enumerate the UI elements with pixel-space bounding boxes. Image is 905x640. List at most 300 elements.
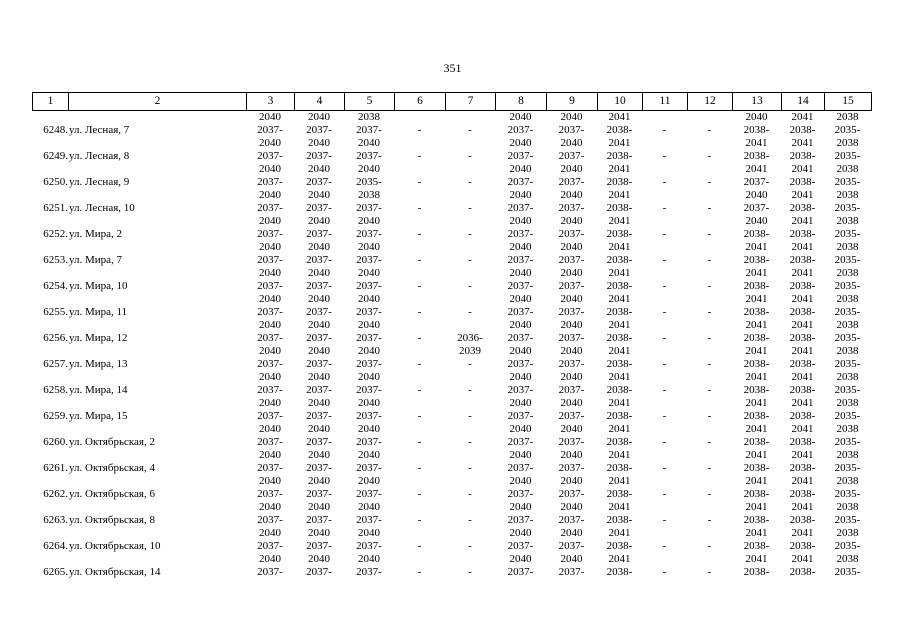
cell-col-10: 2038- [606,228,633,240]
cell-col-14: 2041 [791,293,814,305]
cell-col-8: 2040 [509,397,532,409]
cell-col-11: - [662,462,667,474]
cell-col-10: 2038- [606,488,633,500]
cell-col-9: 2040 [560,397,583,409]
cell-col-14: 2041 [791,423,814,435]
cell-col-9: 2040 [560,163,583,175]
cell-col-11 [642,111,687,124]
row-number: 6254. [43,280,68,292]
cell-col-6 [394,241,445,254]
address-name: ул. Лесная, 9 [69,176,130,188]
cell-col-11 [642,189,687,202]
cell-col-8: 2040 [509,553,532,565]
cell-col-13: 2040 [745,189,768,201]
cell-col-9: 2037- [558,566,585,578]
cell-col-14: 2038- [789,540,816,552]
address-name: ул. Октябрьская, 6 [69,488,155,500]
cell-col-10: 2041 [608,163,631,175]
cell-col-5: 2037- [356,202,382,214]
cell-col-10: 2041 [608,475,631,487]
cell-col-7 [445,137,495,150]
cell-col-13: 2040 [745,215,768,227]
address-name: ул. Октябрьская, 8 [69,514,155,526]
cell-col-3: 2037- [257,384,283,396]
cell-col-3: 2040 [259,527,281,539]
cell-col-6 [394,137,445,150]
cell-col-8: 2040 [509,475,532,487]
address-name: ул. Мира, 2 [69,228,123,240]
cell-col-5: 2037- [356,358,382,370]
cell-col-9: 2040 [560,293,583,305]
row-number: 6250. [43,176,68,188]
cell-col-14: 2041 [791,137,814,149]
cell-col-5: 2040 [358,527,380,539]
cell-col-12 [687,215,732,228]
cell-col-6: - [417,384,422,396]
cell-col-7: - [468,306,472,318]
cell-col-3: 2037- [257,202,283,214]
cell-col-8: 2037- [507,254,534,266]
cell-col-10: 2041 [608,345,631,357]
cell-col-13: 2038- [743,514,770,526]
cell-col-10: 2041 [608,527,631,539]
cell-col-10: 2041 [608,423,631,435]
cell-col-12 [687,345,732,358]
cell-col-9: 2040 [560,137,583,149]
cell-col-3: 2037- [257,358,283,370]
cell-col-6: - [417,514,422,526]
cell-col-6: - [417,124,422,136]
cell-col-3: 2040 [259,501,281,513]
cell-col-14: 2038- [789,228,816,240]
cell-col-7 [445,449,495,462]
cell-col-7 [445,553,495,566]
cell-col-3: 2037- [257,254,283,266]
cell-col-7: - [468,176,472,188]
cell-col-9: 2040 [560,267,583,279]
cell-col-13: 2038- [743,566,770,578]
cell-col-10: 2038- [606,514,633,526]
cell-col-8: 2040 [509,111,532,123]
cell-col-13: 2041 [745,501,768,513]
cell-col-3: 2040 [259,267,281,279]
column-header-3: 3 [247,93,295,111]
cell-col-15: 2035- [834,488,861,500]
cell-col-7: 2039 [459,345,481,357]
cell-col-13: 2041 [745,267,768,279]
cell-col-4: 2040 [308,137,330,149]
cell-col-3: 2037- [257,150,283,162]
cell-col-6 [394,189,445,202]
cell-col-12: - [707,228,712,240]
table-row [32,514,871,540]
cell-col-14: 2041 [791,449,814,461]
cell-col-13: 2041 [745,345,768,357]
cell-col-5: 2040 [358,137,380,149]
cell-col-5: 2038 [358,111,380,123]
cell-col-6: - [417,150,422,162]
row-number: 6258. [43,384,68,396]
cell-col-9: 2040 [560,189,583,201]
cell-col-11 [642,163,687,176]
cell-col-11: - [662,306,667,318]
cell-col-7 [445,501,495,514]
cell-col-3: 2037- [257,306,283,318]
cell-col-9: 2040 [560,527,583,539]
cell-col-7: - [468,228,472,240]
cell-col-4: 2037- [306,176,332,188]
cell-col-6: - [417,306,422,318]
cell-col-15: 2035- [834,514,861,526]
cell-col-14: 2038- [789,384,816,396]
cell-col-6 [394,527,445,540]
cell-col-15: 2035- [834,124,861,136]
cell-col-3: 2037- [257,436,283,448]
address-name: ул. Мира, 12 [69,332,128,344]
cell-col-8: 2037- [507,306,534,318]
cell-col-3: 2037- [257,410,283,422]
cell-col-11 [642,345,687,358]
cell-col-5: 2040 [358,449,380,461]
cell-col-6: - [417,332,422,344]
cell-col-11: - [662,202,667,214]
column-header-5: 5 [345,93,395,111]
cell-col-10: 2041 [608,553,631,565]
cell-col-4: 2040 [308,319,330,331]
cell-col-11: - [662,540,667,552]
cell-col-15: 2038 [836,267,859,279]
cell-col-8: 2040 [509,189,532,201]
cell-col-15: 2038 [836,501,859,513]
cell-col-14: 2041 [791,553,814,565]
cell-col-12: - [707,436,712,448]
cell-col-8: 2040 [509,267,532,279]
address-name: ул. Мира, 15 [69,410,128,422]
cell-col-15: 2035- [834,332,861,344]
cell-col-14: 2041 [791,371,814,383]
cell-col-5 [344,579,394,592]
cell-col-7: - [468,150,472,162]
cell-col-8: 2037- [507,176,534,188]
row-number: 6265. [43,566,68,578]
cell-col-12 [687,475,732,488]
cell-col-13: 2038- [743,124,770,136]
table-row [32,436,871,462]
cell-col-11: - [662,514,667,526]
cell-col-4: 2040 [308,345,330,357]
cell-col-14 [781,579,824,592]
cell-col-4: 2037- [306,332,332,344]
cell-col-6: - [417,540,422,552]
cell-col-13: 2038- [743,488,770,500]
cell-col-12: - [707,332,712,344]
cell-col-14: 2038- [789,254,816,266]
cell-col-5: 2040 [358,501,380,513]
cell-col-13: 2041 [745,319,768,331]
cell-col-7: - [468,254,472,266]
cell-col-6 [394,397,445,410]
cell-col-13 [732,579,781,592]
cell-col-6 [394,579,445,592]
cell-col-9: 2037- [558,228,585,240]
cell-col-8: 2040 [509,371,532,383]
cell-col-15: 2035- [834,358,861,370]
cell-col-8: 2040 [509,215,532,227]
row-number: 6257. [43,358,68,370]
cell-col-6 [394,423,445,436]
cell-col-14: 2041 [791,475,814,487]
cell-col-4: 2040 [308,111,330,123]
cell-col-5: 2040 [358,319,380,331]
cell-col-7: - [468,488,472,500]
cell-col-3: 2037- [257,280,283,292]
cell-col-9: 2037- [558,280,585,292]
address-name: ул. Мира, 11 [69,306,128,318]
table-row [32,566,871,592]
cell-col-14: 2038- [789,566,816,578]
cell-col-5: 2037- [356,384,382,396]
cell-col-4: 2040 [308,189,330,201]
address-name: ул. Лесная, 8 [69,150,130,162]
cell-col-7 [445,111,495,124]
cell-col-3: 2037- [257,514,283,526]
row-number: 6262. [43,488,68,500]
cell-col-4: 2037- [306,436,332,448]
cell-col-5: 2037- [356,332,382,344]
cell-col-14: 2041 [791,215,814,227]
cell-col-10: 2038- [606,280,633,292]
row-number: 6264. [43,540,68,552]
cell-col-13: 2038- [743,150,770,162]
cell-col-9: 2037- [558,254,585,266]
cell-col-11 [642,241,687,254]
cell-col-8: 2040 [509,449,532,461]
cell-col-15 [824,579,871,592]
cell-col-13: 2038- [743,306,770,318]
cell-col-5: 2037- [356,514,382,526]
cell-col-4: 2040 [308,293,330,305]
cell-col-5: 2037- [356,488,382,500]
cell-col-12: - [707,358,712,370]
cell-col-14: 2038- [789,332,816,344]
cell-col-13: 2041 [745,553,768,565]
table-row [32,306,871,332]
cell-col-7: - [468,462,472,474]
cell-col-8: 2040 [509,241,532,253]
cell-col-12: - [707,150,712,162]
cell-col-7 [445,527,495,540]
cell-col-9: 2037- [558,124,585,136]
cell-col-5: 2040 [358,267,380,279]
cell-col-5: 2037- [356,306,382,318]
continued-values-line [32,111,871,124]
cell-col-12: - [707,306,712,318]
cell-col-15: 2035- [834,280,861,292]
cell-col-6: - [417,202,422,214]
cell-col-11 [642,267,687,280]
cell-col-7 [445,319,495,332]
cell-col-5: 2035- [356,176,382,188]
cell-col-8: 2040 [509,423,532,435]
cell-col-10: 2041 [608,267,631,279]
cell-col-6 [394,371,445,384]
cell-col-15: 2038 [836,345,859,357]
cell-col-3: 2037- [257,462,283,474]
cell-col-6 [394,475,445,488]
cell-col-8: 2037- [507,410,534,422]
column-header-6: 6 [395,93,446,111]
cell-col-3: 2040 [259,293,281,305]
cell-col-7: - [468,384,472,396]
cell-col-12: - [707,462,712,474]
cell-col-11 [642,319,687,332]
table-row [32,254,871,280]
cell-col-9: 2037- [558,358,585,370]
cell-col-15: 2035- [834,176,861,188]
cell-col-10: 2041 [608,241,631,253]
cell-col-12 [687,111,732,124]
cell-col-15: 2038 [836,475,859,487]
cell-col-14: 2041 [791,267,814,279]
cell-col-11: - [662,566,667,578]
cell-col-10: 2041 [608,319,631,331]
column-header-11: 11 [643,93,688,111]
cell-col-14: 2041 [791,397,814,409]
cell-col-12 [687,501,732,514]
cell-col-3: 2040 [259,215,281,227]
cell-col-4 [294,579,344,592]
cell-col-14: 2038- [789,410,816,422]
address-name: ул. Мира, 7 [69,254,123,266]
cell-col-12: - [707,566,712,578]
cell-col-8: 2037- [507,436,534,448]
cell-col-14: 2041 [791,527,814,539]
cell-col-4: 2037- [306,254,332,266]
cell-col-7 [445,397,495,410]
cell-col-9: 2037- [558,384,585,396]
cell-col-4: 2040 [308,241,330,253]
cell-col-11 [642,475,687,488]
cell-col-3: 2037- [257,540,283,552]
cell-col-13: 2041 [745,449,768,461]
cell-col-12: - [707,124,712,136]
cell-col-5: 2037- [356,410,382,422]
cell-col-9: 2037- [558,332,585,344]
row-number: 6252. [43,228,68,240]
cell-col-4: 2037- [306,150,332,162]
column-header-15: 15 [825,93,872,111]
cell-col-6: - [417,358,422,370]
cell-col-9: 2040 [560,449,583,461]
row-number: 6248. [43,124,68,136]
cell-col-11: - [662,358,667,370]
cell-col-7: - [468,514,472,526]
cell-col-6 [394,319,445,332]
cell-col-4: 2037- [306,202,332,214]
cell-col-13: 2038- [743,254,770,266]
cell-col-9: 2040 [560,319,583,331]
cell-col-7: 2036- [457,332,483,344]
column-header-7: 7 [446,93,496,111]
cell-col-10: 2041 [608,111,631,123]
cell-col-3: 2037- [257,124,283,136]
cell-col-12: - [707,488,712,500]
address-name: ул. Октябрьская, 14 [69,566,161,578]
cell-col-15: 2035- [834,254,861,266]
cell-col-13: 2041 [745,293,768,305]
cell-col-6 [394,215,445,228]
cell-col-3: 2040 [259,111,281,123]
table-row [32,488,871,514]
cell-col-13: 2038- [743,358,770,370]
cell-col-6 [394,553,445,566]
cell-col-14: 2038- [789,358,816,370]
cell-col-14: 2041 [791,345,814,357]
cell-col-14: 2038- [789,306,816,318]
cell-col-8: 2040 [509,163,532,175]
cell-col-3: 2040 [259,241,281,253]
cell-col-10: 2041 [608,137,631,149]
cell-col-10: 2038- [606,436,633,448]
cell-col-11 [642,423,687,436]
cell-col-13: 2041 [745,397,768,409]
column-header-14: 14 [782,93,825,111]
cell-col-9: 2040 [560,423,583,435]
cell-col-4: 2037- [306,540,332,552]
cell-col-7: - [468,280,472,292]
cell-col-4: 2037- [306,566,332,578]
cell-col-11 [642,527,687,540]
cell-col-12 [687,267,732,280]
cell-col-3: 2037- [257,488,283,500]
row-number: 6251. [43,202,68,214]
row-number: 6249. [43,150,68,162]
column-header-row [32,92,872,111]
cell-col-4: 2037- [306,514,332,526]
cell-col-3: 2040 [259,449,281,461]
cell-col-8: 2040 [509,137,532,149]
cell-col-11 [642,501,687,514]
cell-col-5: 2037- [356,124,382,136]
cell-col-15: 2038 [836,189,859,201]
cell-col-8: 2040 [509,293,532,305]
cell-col-3: 2040 [259,163,281,175]
cell-col-12 [687,579,732,592]
cell-col-7 [445,267,495,280]
cell-col-9: 2037- [558,540,585,552]
row-number: 6253. [43,254,68,266]
cell-col-12 [687,527,732,540]
cell-col-15: 2038 [836,371,859,383]
cell-col-5: 2037- [356,462,382,474]
cell-col-9: 2037- [558,176,585,188]
cell-col-14: 2038- [789,176,816,188]
cell-col-10: 2041 [608,189,631,201]
cell-col-6 [394,449,445,462]
cell-col-8: 2037- [507,488,534,500]
cell-col-12 [687,241,732,254]
cell-col-13: 2041 [745,371,768,383]
cell-col-7 [445,241,495,254]
cell-col-15: 2038 [836,553,859,565]
cell-col-13: 2038- [743,332,770,344]
cell-col-15: 2035- [834,306,861,318]
cell-col-3: 2040 [259,423,281,435]
cell-col-7 [445,163,495,176]
cell-col-9 [546,579,597,592]
cell-col-12 [687,449,732,462]
cell-col-3: 2040 [259,397,281,409]
